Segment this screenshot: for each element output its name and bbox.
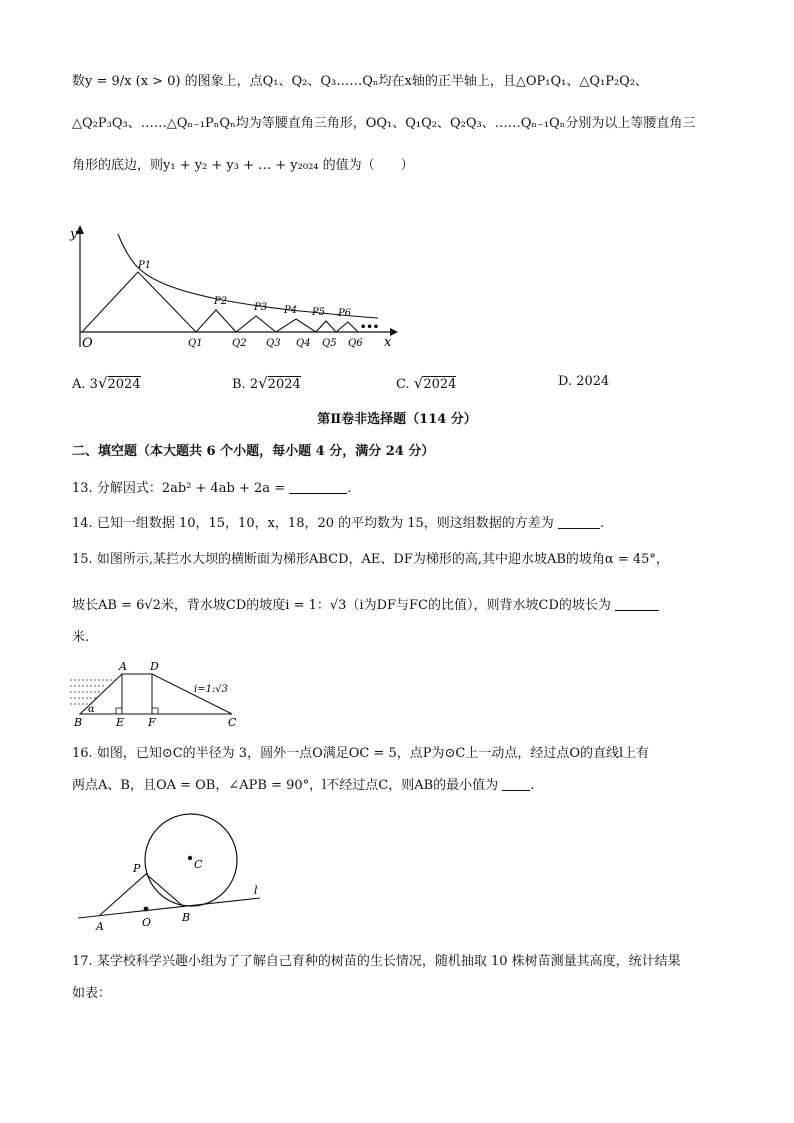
q15-line-3: 米. (72, 630, 90, 645)
p-label: P6 (338, 308, 352, 319)
question-text: 已知一组数据 10，15，10，x，18，20 的平均数为 15，则这组数据的方差为 (96, 516, 554, 531)
question-number: 17. (72, 954, 93, 969)
question-text: 坡长AB = 6√2米，背水坡CD的坡度i = 1：√3（i为DF与FC的比值），则背水坡CD的坡长为 (72, 598, 611, 613)
q17-line-1 (72, 952, 681, 972)
center-c-dot (188, 856, 192, 860)
option-letter: C. (396, 377, 410, 392)
point-f-label: F (148, 716, 156, 728)
q-label: Q4 (296, 338, 311, 349)
answer-blank (558, 514, 600, 529)
question-end: . (347, 481, 352, 496)
option-letter: D. (558, 374, 573, 389)
q-label: Q6 (348, 338, 363, 349)
p-label: P1 (138, 260, 152, 271)
option-value: 2024 (576, 374, 610, 389)
option-d (558, 374, 609, 389)
right-angle-f (152, 708, 158, 714)
point-c-label: C (194, 858, 203, 871)
question-number: 13. (72, 481, 93, 496)
question-text: 某学校科学兴趣小组为了了解自己育种的树苗的生长情况，随机抽取 10 株树苗测量其高度，统计结果 (96, 954, 681, 969)
vertex-b-label: B (74, 716, 83, 728)
p-label: P3 (254, 302, 268, 313)
question-number: 15. (72, 552, 93, 567)
q-label: Q2 (232, 338, 247, 349)
hyperbola-curve (118, 234, 378, 318)
section2-title: 二、填空题（本大题共 6 个小题，每小题 4 分，满分 24 分） (72, 444, 435, 459)
part2-title: 第Ⅱ卷非选择题（114 分） (317, 412, 477, 427)
x-axis-label: x (384, 335, 392, 350)
q14 (72, 514, 604, 534)
right-angle-e (116, 708, 122, 714)
question-number: 14. (72, 516, 93, 531)
continuation-dots: ••• (360, 322, 380, 333)
option-letter: B. (232, 377, 246, 392)
q17-line-2: 如表： (72, 986, 112, 1001)
q16-line-1 (72, 744, 649, 764)
vertex-d-label: D (150, 660, 159, 673)
p-label: P5 (312, 307, 326, 318)
point-o-label: O (142, 916, 152, 929)
y-axis-label: y (70, 227, 78, 242)
question-number: 16. (72, 746, 93, 761)
option-coef: 3 (89, 377, 98, 392)
q-label: Q3 (266, 338, 281, 349)
p-label: P4 (284, 305, 298, 316)
water-lines (70, 680, 112, 704)
origin-label: O (82, 336, 93, 351)
point-o-dot (144, 907, 149, 912)
p-label: P2 (214, 296, 228, 307)
question-end: . (530, 778, 535, 793)
point-e-label: E (116, 716, 125, 728)
point-p-label: P (133, 862, 141, 875)
point-a-label: A (96, 920, 104, 933)
q-label: Q5 (322, 338, 337, 349)
option-radicand: 2024 (423, 377, 457, 392)
q12-line-1: 数y = 9/x (x > 0) 的图象上，点Q₁、Q₂、Q₃……Qₙ均在x轴的正半轴上，且△OP₁Q₁、△Q₁P₂Q₂、 (72, 74, 649, 89)
q12-figure (60, 222, 400, 352)
point-b-label: B (182, 911, 191, 924)
triangle-apb (100, 874, 184, 915)
question-text: 如图，已知⊙C的半径为 3，圆外一点O满足OC = 5，点P为⊙C上一动点，经过点O的直线l上有 (96, 746, 650, 761)
vertex-c-label: C (228, 716, 237, 728)
option-radicand: 2024 (267, 377, 301, 392)
question-end: . (599, 516, 605, 531)
question-text: 分解因式：2ab² + 4ab + 2a = (96, 481, 286, 496)
option-a: A. 3√2024 (72, 374, 141, 392)
circle-figure (74, 808, 274, 936)
slope-label: i=1:√3 (194, 684, 229, 695)
answer-blank (502, 776, 530, 791)
option-coef: 2 (249, 377, 259, 392)
answer-blank (289, 479, 347, 494)
answer-blank (615, 596, 659, 611)
q-label: Q1 (188, 338, 203, 349)
question-text: 两点A、B，且OA = OB，∠APB = 90°，l不经过点C，则AB的最小值为 (72, 778, 499, 793)
angle-alpha-label: α (88, 704, 95, 715)
q13 (72, 479, 351, 499)
question-text: 如图所示,某拦水大坝的横断面为梯形ABCD，AE、DF为梯形的高,其中迎水坡AB的坡角α = 45°， (96, 552, 669, 567)
dam-figure (68, 656, 248, 728)
q12-line-3: 角形的底边，则y₁ + y₂ + y₃ + … + y₂₀₂₄ 的值为（ ） (72, 158, 414, 173)
q16-line-2 (72, 776, 534, 796)
q12-line-2: △Q₂P₃Q₃、……△Qₙ₋₁PₙQₙ均为等腰直角三角形，OQ₁、Q₁Q₂、Q₂Q₃、……Qₙ₋₁Qₙ分别为以上等腰直角三 (72, 116, 696, 131)
option-letter: A. (72, 377, 86, 392)
vertex-a-label: A (119, 660, 127, 673)
option-b: B. 2√2024 (232, 374, 301, 392)
circle-c (145, 814, 237, 906)
option-radicand: 2024 (107, 377, 141, 392)
q15-line-2 (72, 596, 659, 616)
q15-line-1 (72, 550, 669, 570)
option-c: C. √2024 (396, 374, 457, 392)
line-l-label: l (254, 884, 258, 897)
